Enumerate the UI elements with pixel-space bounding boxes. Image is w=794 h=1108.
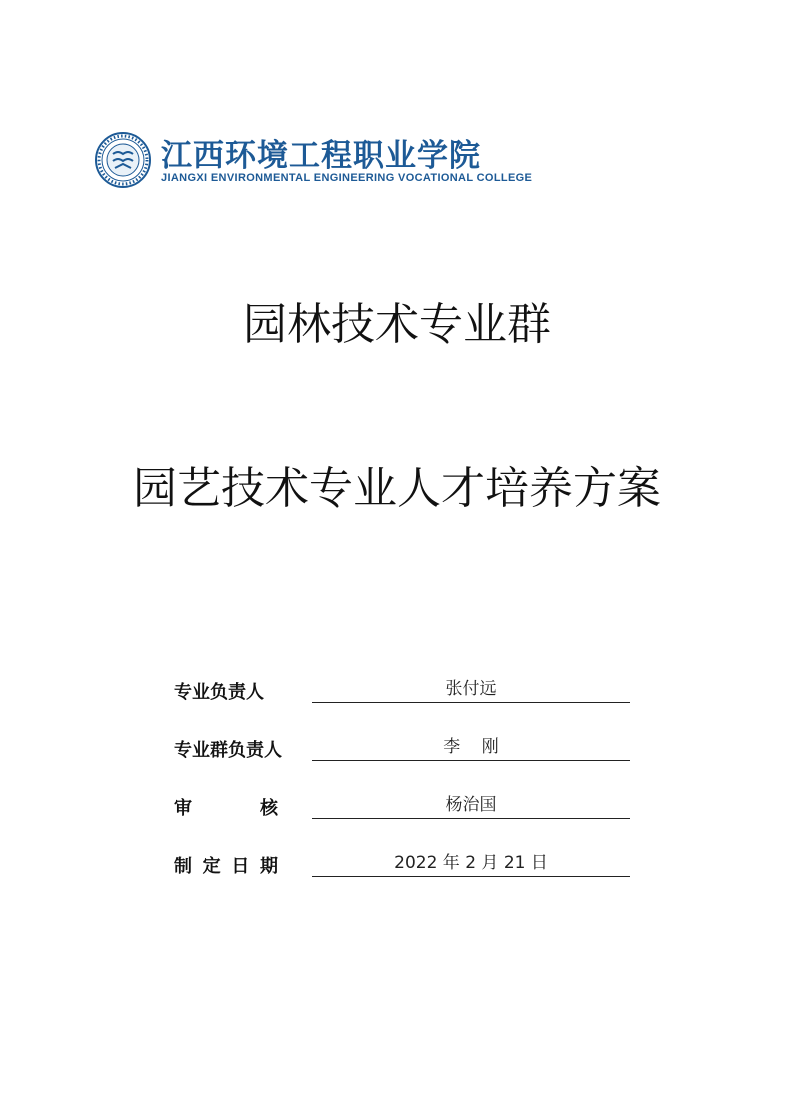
info-label-char: 制 (174, 856, 192, 877)
info-label-char: 审 (174, 798, 192, 819)
info-row-date (174, 846, 634, 904)
info-label (174, 852, 278, 878)
info-row-reviewer (174, 788, 634, 846)
college-name-en: JIANGXI ENVIRONMENTAL ENGINEERING VOCATIONAL COLLEGE (161, 172, 533, 184)
info-value-major-leader: 张付远 (312, 672, 630, 703)
info-value-group-leader: 李 刚 (312, 730, 630, 761)
document-title-program: 园艺技术专业人才培养方案 (133, 463, 661, 514)
info-row-group-leader (174, 730, 634, 788)
info-table (174, 672, 634, 904)
info-value-reviewer: 杨治国 (312, 788, 630, 819)
info-row-major-leader (174, 672, 634, 730)
info-label-text: 专业群负责人 (174, 740, 282, 761)
info-label (174, 678, 309, 704)
college-name-cn: 江西环境工程职业学院 (161, 138, 481, 174)
college-logo (95, 128, 555, 192)
info-label-text: 专业负责人 (174, 682, 264, 703)
info-label-char: 核 (260, 798, 278, 819)
info-label-char: 日 (231, 856, 250, 877)
document-title-group: 园林技术专业群 (243, 299, 551, 350)
info-value-date: 2022 年 2 月 21 日 (312, 846, 630, 877)
info-label (174, 736, 309, 762)
info-label (174, 794, 278, 820)
info-label-char: 期 (259, 856, 278, 877)
info-label-char: 定 (202, 856, 221, 877)
college-seal-icon (95, 132, 151, 188)
